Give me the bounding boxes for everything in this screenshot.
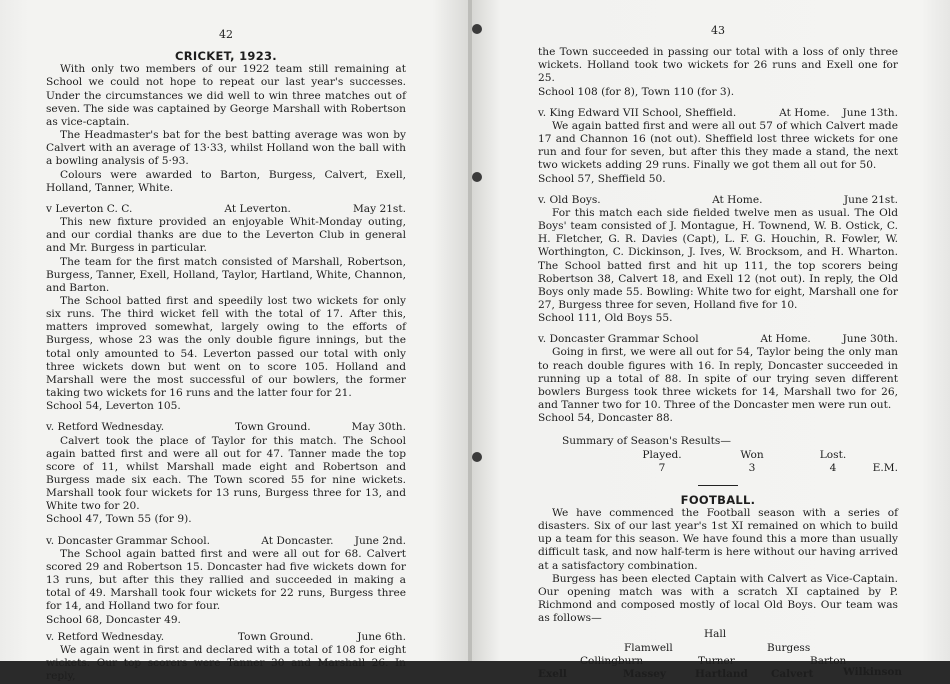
match-result: School 54, Leverton 105. (46, 400, 181, 413)
match-venue: Town Ground. (235, 421, 311, 434)
right-page (472, 0, 950, 681)
match-result: School 108 (for 8), Town 110 (for 3). (538, 85, 735, 98)
page-number: 43 (711, 24, 725, 37)
football-heading: FOOTBALL. (680, 492, 756, 507)
match-venue: At Doncaster. (261, 534, 334, 547)
team-forward: Hartland (695, 668, 748, 681)
match-result: School 54, Doncaster 88. (538, 412, 673, 425)
left-page-content (46, 28, 406, 683)
team-half: Barton (810, 655, 847, 668)
team-forward: Exell (538, 668, 567, 681)
right-page-content (538, 24, 903, 684)
author-initials: E.M. (872, 461, 898, 474)
match-opponent: v. King Edward VII School, Sheffield. (538, 106, 737, 119)
match-opponent: v. Old Boys. (538, 193, 601, 206)
match-report: The School batted first and speedily lost two wickets for only six runs. The third wicket fell with the total of 17. After this, matters improved somewhat, largely owing to the efforts of Burgess, whose 23 was the only double figure innings, but the total only amounted to 54. Leverton passed our total with only three wickets down but went on to score 105. Holland and Marshall were the most successful of our bowlers, the former taking two wickets for 16 runs and the latter four for 21. (46, 294, 406, 400)
team-half: Collingburn (580, 655, 644, 668)
match-header (46, 203, 406, 216)
cricket-heading: CRICKET, 1923. (175, 49, 277, 64)
match-result: School 57, Sheffield 50. (538, 172, 666, 185)
match-opponent: v Leverton C. C. (46, 202, 133, 215)
match-result: School 111, Old Boys 55. (538, 312, 673, 325)
summary-lost-label: Lost. (819, 448, 847, 461)
match-opponent: v. Doncaster Grammar School (538, 333, 699, 346)
match-report: The School again batted first and were all out for 68. Calvert scored 29 and Robertson 15. Doncaster had five wickets down for 13 runs, but after this they rallied and succeeded in making a total of 49. Marshall took four wickets for 22 runs, Burgess three for 14, and Holland two for four. (46, 547, 406, 613)
football-paragraph: We have commenced the Football season with a series of disasters. Six of our last year's 1st XI remained on which to build up a team for this season. We have found this a more than usually difficult task, and now half-term is here without our having arrived at a satisfactory combination. (538, 507, 898, 572)
match-date: June 30th. (842, 333, 898, 346)
continuation-paragraph: the Town succeeded in passing our total with a loss of only three wickets. Holland took two wickets for 26 runs and Exell one for 25. (538, 46, 898, 85)
summary-played-label: Played. (642, 448, 682, 461)
page-number: 42 (219, 28, 233, 41)
match-header (538, 194, 898, 207)
team-forward: Massey (623, 668, 667, 681)
binding-hole (472, 24, 482, 34)
match-opponent: v. Retford Wednesday. (46, 630, 165, 643)
team-back: Flamwell (624, 642, 673, 655)
summary-played-value: 7 (658, 461, 666, 474)
summary-header-row (538, 449, 898, 462)
team-forward: Calvert (771, 668, 814, 681)
match-date: June 13th. (842, 106, 898, 119)
match-report: The team for the first match consisted of Marshall, Robertson, Burgess, Tanner, Exell, Holland, Taylor, Hartland, White, Channon, and Barton. (46, 255, 406, 294)
team-back: Burgess (767, 642, 811, 655)
match-date: May 21st. (352, 202, 406, 215)
match-report: Going in first, we were all out for 54, Taylor being the only man to reach double figures with 16. In reply, Doncaster succeeded in running up a total of 88. In spite of our trying seven different bowlers Burgess took three wickets for 14, Marshall two for 26, and Tanner two for 10. Three of the Doncaster men were run out. (538, 346, 898, 412)
match-header (538, 107, 898, 120)
match-opponent: v. Doncaster Grammar School. (46, 534, 211, 547)
match-report: We again batted first and were all out 57 of which Calvert made 17 and Channon 16 (not out). Sheffield lost three wickets for one run and four for seven, but after this they made a stand, the next two wickets adding 29 runs. Finally we got them all out for 50. (538, 119, 898, 172)
binding-hole (472, 172, 482, 182)
match-venue: At Leverton. (224, 202, 291, 215)
team-lineup (538, 626, 903, 684)
football-paragraph: Burgess has been elected Captain with Calvert as Vice-Captain. Our opening match was with a scratch XI captained by P. Richmond and composed mostly of local Old Boys. Our team was as follows— (538, 572, 898, 625)
team-forward: Wilkinson (843, 666, 903, 679)
match-date: June 21st. (843, 193, 898, 206)
match-result: School 68, Doncaster 49. (46, 613, 181, 626)
match-date: May 30th. (351, 421, 406, 434)
match-date: June 6th. (357, 630, 406, 643)
section-divider (698, 485, 738, 486)
left-page (0, 0, 470, 683)
intro-paragraph: Colours were awarded to Barton, Burgess, Calvert, Exell, Holland, Tanner, White. (46, 168, 406, 194)
match-venue: At Home. (760, 333, 811, 346)
match-report: We again went in first and declared with a total of 108 for eight wickets. Our top scorers were Tanner 30 and Marshall 26. In reply, (46, 643, 406, 683)
match-venue: At Home. (779, 106, 830, 119)
intro-paragraph: With only two members of our 1922 team still remaining at School we could not hope to repeat our last year's successes. Under the circumstances we did well to win three matches out of seven. The side was captained by George Marshall with Robertson as vice-captain. (46, 63, 406, 128)
match-result: School 47, Town 55 (for 9). (46, 513, 192, 526)
match-header (538, 333, 898, 346)
match-venue: Town Ground. (237, 630, 314, 643)
match-report: This new fixture provided an enjoyable Whit-Monday outing, and our cordial thanks are due to the Leverton Club in general and Mr. Burgess in particular. (46, 216, 406, 255)
summary-won-label: Won (740, 448, 764, 461)
match-header (46, 535, 406, 548)
summary-won-value: 3 (748, 461, 756, 474)
match-opponent: v. Retford Wednesday. (46, 421, 165, 434)
match-venue: At Home. (712, 193, 763, 206)
summary-lost-value: 4 (829, 461, 837, 474)
intro-paragraph: The Headmaster's bat for the best batting average was won by Calvert with an average of 13·33, whilst Holland won the ball with a bowling analysis of 5·93. (46, 129, 406, 168)
match-header (46, 631, 406, 644)
match-report: Calvert took the place of Taylor for this match. The School again batted first and were all out for 47. Tanner made the top score of 11, whilst Marshall made eight and Robertson and Burgess made six each. The Town scored 55 for nine wickets. Marshall took four wickets for 13 runs, Burgess three for 13, and White two for 20. (46, 434, 406, 513)
match-report: For this match each side fielded twelve men as usual. The Old Boys' team consisted of J. Montague, H. Townend, W. B. Ostick, C. H. Fletcher, G. R. Davies (Capt), L. F. G. Houchin, R. Fowler, W. Worthington, C. Dickinson, J. Ives, W. Brocksom, and H. Wharton. The School batted first and hit up 111, the top scorers being Robertson 38, Calvert 18, and Exell 12 (not out). In reply, the Old Boys only made 55. Bowling: White two for eight, Marshall one for 27, Burgess three for seven, Holland five for 10. (538, 206, 898, 311)
season-summary (538, 435, 898, 474)
match-header (46, 421, 406, 434)
summary-value-row (538, 462, 898, 475)
binding-hole (472, 452, 482, 462)
summary-title: Summary of Season's Results— (562, 435, 731, 448)
team-half: Turner (698, 655, 735, 668)
match-date: June 2nd. (354, 534, 406, 547)
team-goalkeeper: Hall (704, 628, 727, 641)
